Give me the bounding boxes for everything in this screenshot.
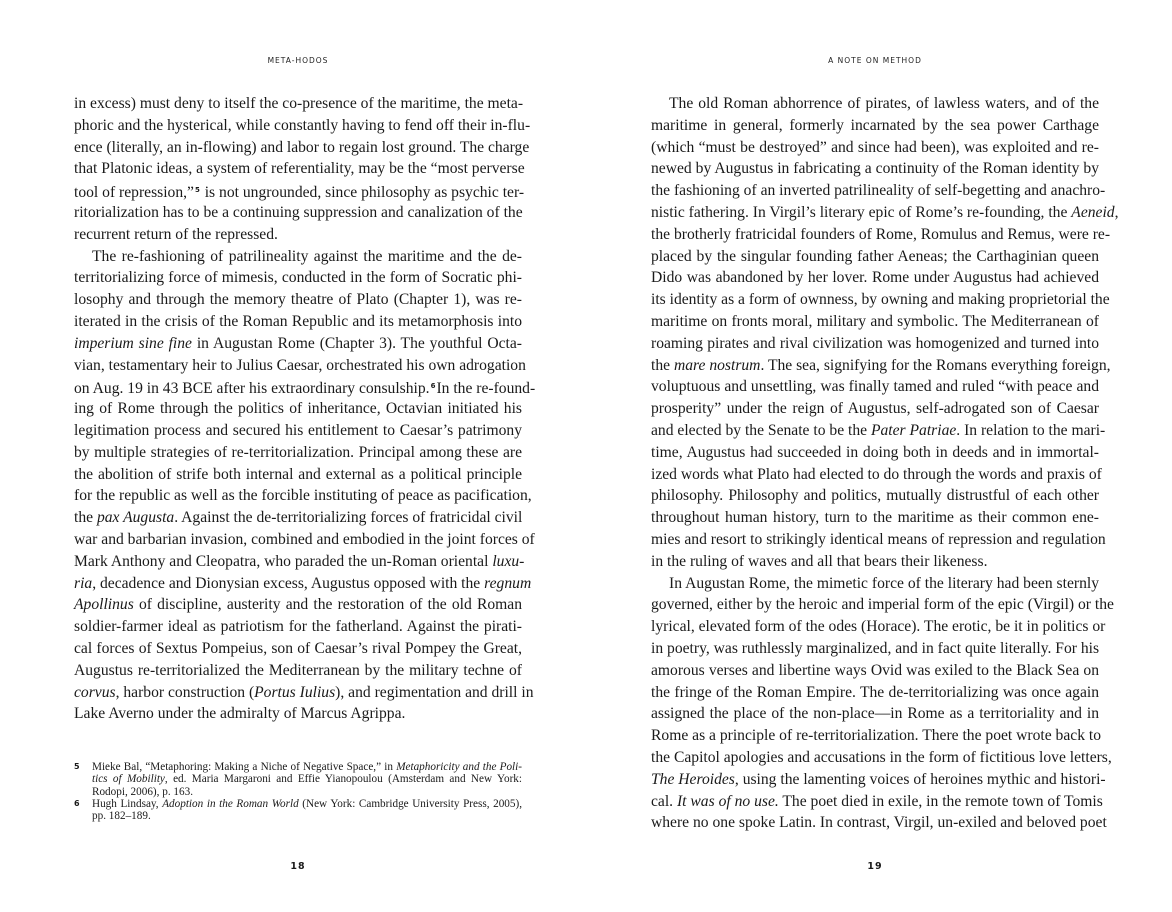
text-line [651,638,1099,660]
text-line [651,442,1099,464]
text-run: Rodopi, 2006), p. 163. [92,785,193,798]
text-run: In the re-found- [436,380,536,398]
text-line [651,507,1099,529]
text-run: where no one spoke Latin. In contrast, Virgil, un-exiled and beloved poet [651,814,1107,832]
text-run: , using the lamenting voices of heroines mythic and histori- [734,770,1106,788]
text-run: ing of Rome through the politics of inheritance, Octavian initiated his [74,400,522,418]
italic-text: The Heroides [651,770,735,788]
text-run: ritorialization has to be a continuing suppression and canalization of the [74,203,523,221]
text-run: its identity as a form of ownness, by owning and making proprietorial the [651,291,1110,309]
text-line [651,594,1114,616]
text-line [651,529,1106,551]
text-run: The re-fashioning of patrilineality against the maritime and the de- [92,247,522,265]
text-line [74,137,530,159]
text-line [74,376,536,398]
text-run: (which “must be destroyed” and since had been), was exploited and re- [651,138,1099,156]
text-run: soldier-farmer ideal as patriotism for the fatherland. Against the pirati- [74,618,522,636]
text-line [651,246,1099,268]
italic-text: ria [74,574,93,592]
text-run: in the ruling of waves and all that bears their likeness. [651,552,988,570]
text-line [651,573,1099,595]
text-run: ized words what Plato had elected to do through the words and praxis of [651,465,1102,483]
text-line [651,551,1099,573]
text-run: , decadence and Dionysian excess, Augustus opposed with the [92,574,485,592]
text-run: and elected by the Senate to be the [651,421,871,439]
body-text [74,93,536,725]
text-line [651,224,1111,246]
text-line [651,420,1106,442]
text-run: war and barbarian invasion, combined and embodied in the joint forces of [74,530,535,548]
text-run: the abolition of strife both internal and external as a political principle [74,465,522,483]
text-line [74,224,522,246]
page-number: 19 [867,861,883,872]
text-run: , harbor construction ( [115,683,255,701]
text-run: prosperity” under the reign of Augustus, self-adrogated son of Caesar [651,400,1099,418]
text-line [651,682,1099,704]
text-run: the fashioning of an inverted patrilineality of self-begetting and anachro- [651,182,1106,200]
text-line [74,180,525,202]
text-line [74,355,526,377]
text-line [651,93,1099,115]
text-run: Dido was abandoned by her lover. Rome under Augustus had achieved [651,269,1099,287]
text-line [74,333,522,355]
text-run: ence (literally, an in-flowing) and labor to regain lost ground. The charge [74,138,530,156]
text-line [651,812,1107,834]
text-line [651,725,1102,747]
footnote-number: 5 [74,762,80,771]
text-run: Rome as a principle of re-territorialization. There the poet wrote back to [651,727,1102,745]
paragraph [651,573,1114,835]
text-line [651,158,1099,180]
text-line [651,311,1099,333]
text-line [74,158,525,180]
text-run: philosophy. Philosophy and politics, mutually distrustful of each other [651,487,1099,505]
body-text [651,93,1119,834]
text-line [92,798,522,810]
text-line [74,93,522,115]
text-run: throughout human history, turn to the maritime as their common ene- [651,509,1099,527]
text-run: on Aug. 19 in 43 BCE after his extraordinary consulship. [74,380,430,398]
text-line [651,747,1112,769]
text-line [74,311,522,333]
text-line [74,616,522,638]
text-line [651,202,1119,224]
footnote-number: 6 [74,798,80,808]
text-run: tool of repression,” [74,184,194,202]
footnote [74,798,522,823]
italic-text: pax Augusta [96,509,175,527]
text-run: governed, either by the heroic and imperial form of the epic (Virgil) or the [651,596,1114,614]
text-line [651,703,1099,725]
text-run: Mieke Bal, “Metaphoring: Making a Niche of Negative Space,” in [92,761,397,773]
text-line [74,573,532,595]
text-run: legitimation process and secured his entitlement to Caesar’s patrimony [74,421,522,439]
text-line [74,420,522,442]
text-run: maritime in general, formerly incarnated by the sea power Carthage [651,116,1099,134]
text-line [74,594,522,616]
footnote [74,761,522,798]
text-line [651,464,1102,486]
text-line [92,786,522,798]
text-line [74,638,522,660]
text-run: by multiple strategies of re-territorialization. Principal among these are [74,443,522,461]
text-run: The poet died in exile, in the remote town of Tomis [778,792,1103,810]
text-line [651,137,1099,159]
italic-text: luxu- [492,552,525,570]
text-run: . Against the de-territorializing forces of fratricidal civil [174,509,523,527]
text-run: time, Augustus had succeeded in doing both in deeds and in immortal- [651,443,1099,461]
text-run: mies and resort to strikingly identical means of repression and regulation [651,530,1106,548]
text-line [651,485,1099,507]
text-line [651,289,1110,311]
footnote-reference: 6 [430,382,436,391]
italic-text: Apollinus [74,596,134,614]
text-line [651,267,1099,289]
text-line [74,529,535,551]
text-run: in Augustan Rome (Chapter 3). The youthful Octa- [191,334,522,352]
text-line [74,398,522,420]
text-run: the Capitol apologies and accusations in the form of fictitious love letters, [651,748,1112,766]
left-page [74,0,536,912]
text-line [92,810,522,822]
text-run: in poetry, was ruthlessly marginalized, and in fact quite literally. For his [651,639,1100,657]
text-run: for the republic as well as the forcible instituting of peace as pacification, [74,487,532,505]
page-number: 18 [290,861,306,872]
paragraph [651,93,1119,573]
italic-text: Metaphoricity and the Poli- [396,761,522,773]
text-line [651,333,1099,355]
text-run: Lake Averno under the admiralty of Marcus Agrippa. [74,705,406,723]
text-line [74,485,532,507]
text-run: cal. [651,792,677,810]
text-line [74,507,522,529]
text-run: phoric and the hysterical, while constantly having to fend off their in-flu- [74,116,531,134]
italic-text: Adoption in the Roman World [162,797,299,810]
running-head: A NOTE ON METHOD [828,56,922,65]
text-run: pp. 182–189. [92,810,151,823]
text-line [92,773,522,785]
paragraph [74,93,531,246]
text-run: . In relation to the mari- [956,421,1106,439]
text-line [651,616,1106,638]
footnotes [74,761,522,822]
text-run: voluptuous and unsettling, was finally tamed and ruled “with peace and [651,378,1099,396]
text-run: the [74,509,97,527]
text-line [651,769,1106,791]
running-head: META-HODOS [267,56,329,65]
right-page [651,0,1119,912]
italic-text: regnum [484,574,532,592]
text-line [74,464,522,486]
italic-text: tics of Mobility [92,773,165,786]
footnote-reference: 5 [194,186,200,195]
text-line [651,660,1099,682]
text-run: iterated in the crisis of the Roman Republic and its metamorphosis into [74,312,522,330]
text-run: (New York: Cambridge University Press, 2005), [298,797,522,810]
text-run: cal forces of Sextus Pompeius, son of Caesar’s rival Pompey the Great, [74,639,522,657]
text-run: losophy and through the memory theatre of Plato (Chapter 1), was re- [74,291,522,309]
text-run: the [651,356,674,374]
text-line [92,761,522,773]
text-line [74,267,522,289]
text-run: that Platonic ideas, a system of referentiality, may be the “most perverse [74,160,525,178]
text-run: amorous verses and libertine ways Ovid was exiled to the Black Sea on [651,661,1099,679]
text-line [74,289,522,311]
text-run: ), and regimentation and drill in [335,683,534,701]
text-run: . The sea, signifying for the Romans everything foreign, [760,356,1111,374]
text-run: placed by the singular founding father Aeneas; the Carthaginian queen [651,247,1099,265]
text-line [74,246,522,268]
text-run: the brotherly fratricidal founders of Rome, Romulus and Remus, were re- [651,225,1111,243]
text-run: In Augustan Rome, the mimetic force of the literary had been sternly [669,574,1099,592]
text-line [651,376,1099,398]
text-line [74,660,522,682]
text-run: The old Roman abhorrence of pirates, of lawless waters, and of the [669,95,1099,112]
paragraph [74,246,536,726]
text-run: lyrical, elevated form of the odes (Horace). The erotic, be it in politics or [651,618,1106,636]
italic-text: Portus Iulius [254,683,336,701]
text-run: roaming pirates and rival civilization was homogenized and turned into [651,334,1099,352]
text-line [651,791,1103,813]
text-run: vian, testamentary heir to Julius Caesar, orchestrated his own adrogation [74,356,526,374]
text-line [74,442,522,464]
text-run: recurrent return of the repressed. [74,225,278,243]
text-line [74,703,522,725]
text-line [74,115,531,137]
text-line [74,682,534,704]
text-run: newed by Augustus in fabricating a continuity of the Roman identity by [651,160,1099,178]
text-run: the fringe of the Roman Empire. The de-territorializing was once again [651,683,1099,701]
text-run: territorializing force of mimesis, conducted in the form of Socratic phi- [74,269,522,287]
text-line [651,398,1099,420]
text-run: is not ungrounded, since philosophy as psychic ter- [200,184,525,202]
text-run: Mark Anthony and Cleopatra, who paraded the un-Roman oriental [74,552,493,570]
text-line [74,202,522,224]
italic-text: Aeneid [1071,203,1115,221]
italic-text: corvus [74,683,116,701]
text-run: , ed. Maria Margaroni and Effie Yianopoulou (Amsterdam and New York: [164,773,522,786]
text-run: nistic fathering. In Virgil’s literary epic of Rome’s re-founding, the [651,203,1072,221]
italic-text: imperium sine fine [74,334,192,352]
text-run: Hugh Lindsay, [92,797,163,810]
text-run: of discipline, austerity and the restoration of the old Roman [133,596,522,614]
text-line [651,355,1111,377]
text-run: in excess) must deny to itself the co-presence of the maritime, the meta- [74,95,524,112]
text-line [74,551,525,573]
italic-text: Pater Patriae [870,421,957,439]
text-line [651,115,1099,137]
text-run: maritime on fronts moral, military and symbolic. The Mediterranean of [651,312,1099,330]
text-line [651,180,1106,202]
text-run: Augustus re-territorialized the Mediterranean by the military techne of [74,661,522,679]
italic-text: It was of no use. [676,792,779,810]
italic-text: mare nostrum [673,356,761,374]
text-run: , [1114,203,1119,221]
text-run: assigned the place of the non-place—in Rome as a territoriality and in [651,705,1099,723]
